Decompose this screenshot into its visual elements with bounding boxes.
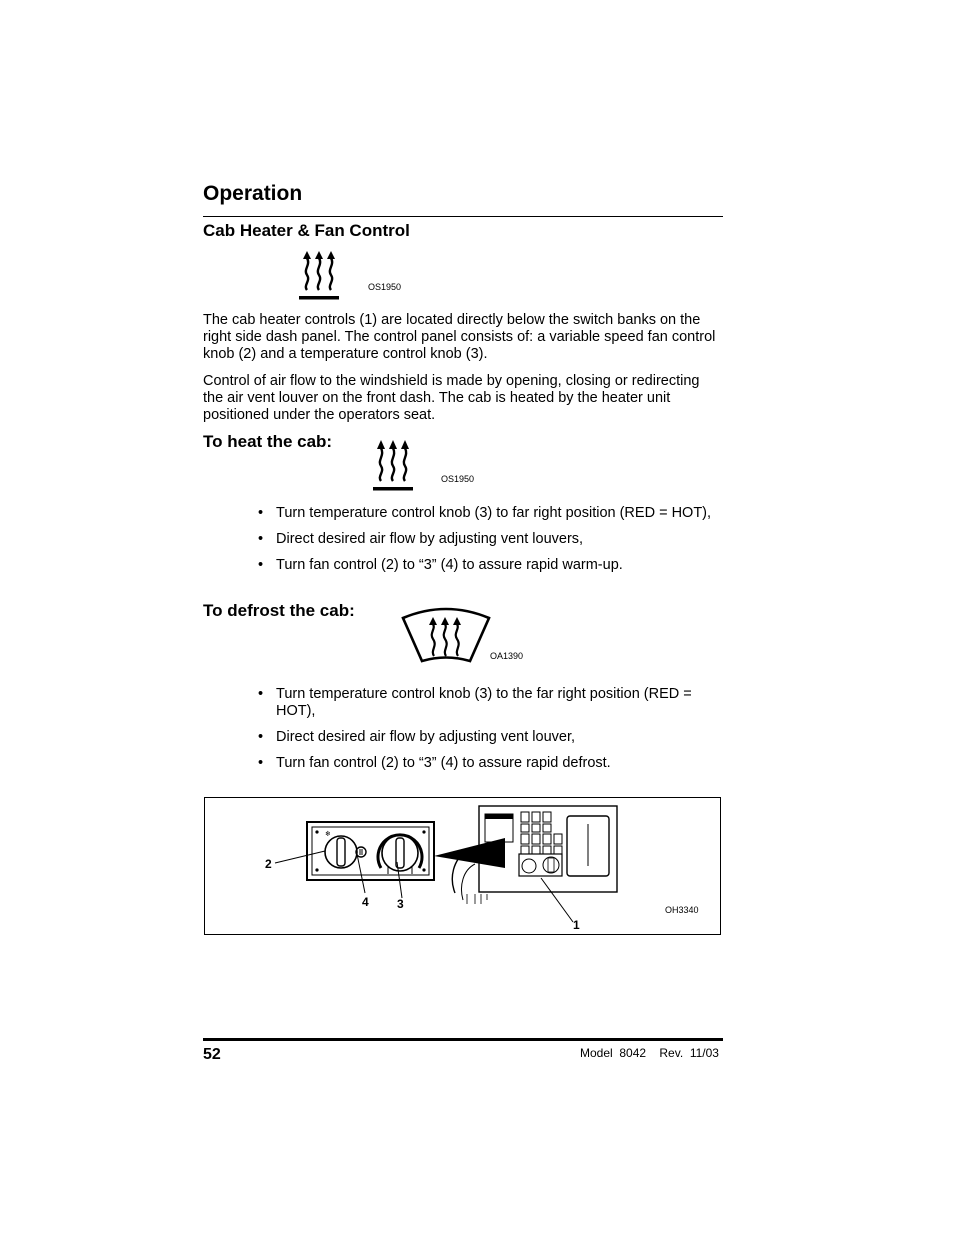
defrost-steps-list [258, 686, 718, 781]
list-item: • Turn fan control (2) to “3” (4) to assure rapid warm-up. [258, 557, 623, 573]
heater-control-illustration [205, 798, 720, 934]
callout-1: 1 [573, 918, 580, 932]
list-item: • Turn fan control (2) to “3” (4) to assure rapid defrost. [258, 755, 611, 771]
list-item: • Turn temperature control knob (3) to far right position (RED = HOT), [258, 505, 712, 521]
bullet-marker: • [258, 755, 264, 771]
figure-code: OA1390 [490, 651, 524, 661]
header-rule [203, 216, 723, 217]
bullet-marker: • [258, 505, 264, 521]
cab-heater-heading: Cab Heater & Fan Control [203, 221, 410, 240]
heater-control-figure [204, 797, 721, 935]
bullet-marker: • [258, 729, 264, 745]
bullet-marker: • [258, 686, 264, 702]
heat-heading: To heat the cab: [203, 432, 333, 451]
footer-rule [203, 1038, 723, 1041]
section-title: Operation [203, 182, 303, 205]
page-number: 52 [203, 1046, 221, 1063]
defrost-icon [400, 606, 492, 668]
list-item: • Turn temperature control knob (3) to the far right position (RED = HOT), [258, 686, 692, 719]
heat-icon [298, 248, 344, 302]
heat-steps-list [258, 505, 718, 583]
svg-text:❄: ❄ [325, 830, 331, 838]
figure-code: OS1950 [368, 282, 402, 292]
paragraph: Control of air flow to the windshield is made by opening, closing or redirecting the air vent louver on the front dash. The cab is heated by the heater unit positioned under the operators seat. [203, 373, 700, 423]
bullet-marker: • [258, 531, 264, 547]
paragraph: The cab heater controls (1) are located directly below the switch banks on the right side dash panel. The control panel consists of: a variable speed fan control knob (2) and a temperature control knob (3). [203, 312, 716, 362]
bullet-marker: • [258, 557, 264, 573]
callout-2: 2 [265, 857, 272, 871]
callout-3: 3 [397, 897, 404, 911]
footer-model-rev: Model 8042 Rev. 11/03 [580, 1046, 719, 1060]
callout-4: 4 [362, 895, 369, 909]
list-item: • Direct desired air flow by adjusting vent louver, [258, 729, 576, 745]
defrost-heading: To defrost the cab: [203, 601, 355, 620]
figure-code: OS1950 [441, 474, 475, 484]
figure-code: OH3340 [665, 905, 699, 915]
list-item: • Direct desired air flow by adjusting vent louvers, [258, 531, 584, 547]
heat-icon [372, 438, 418, 493]
